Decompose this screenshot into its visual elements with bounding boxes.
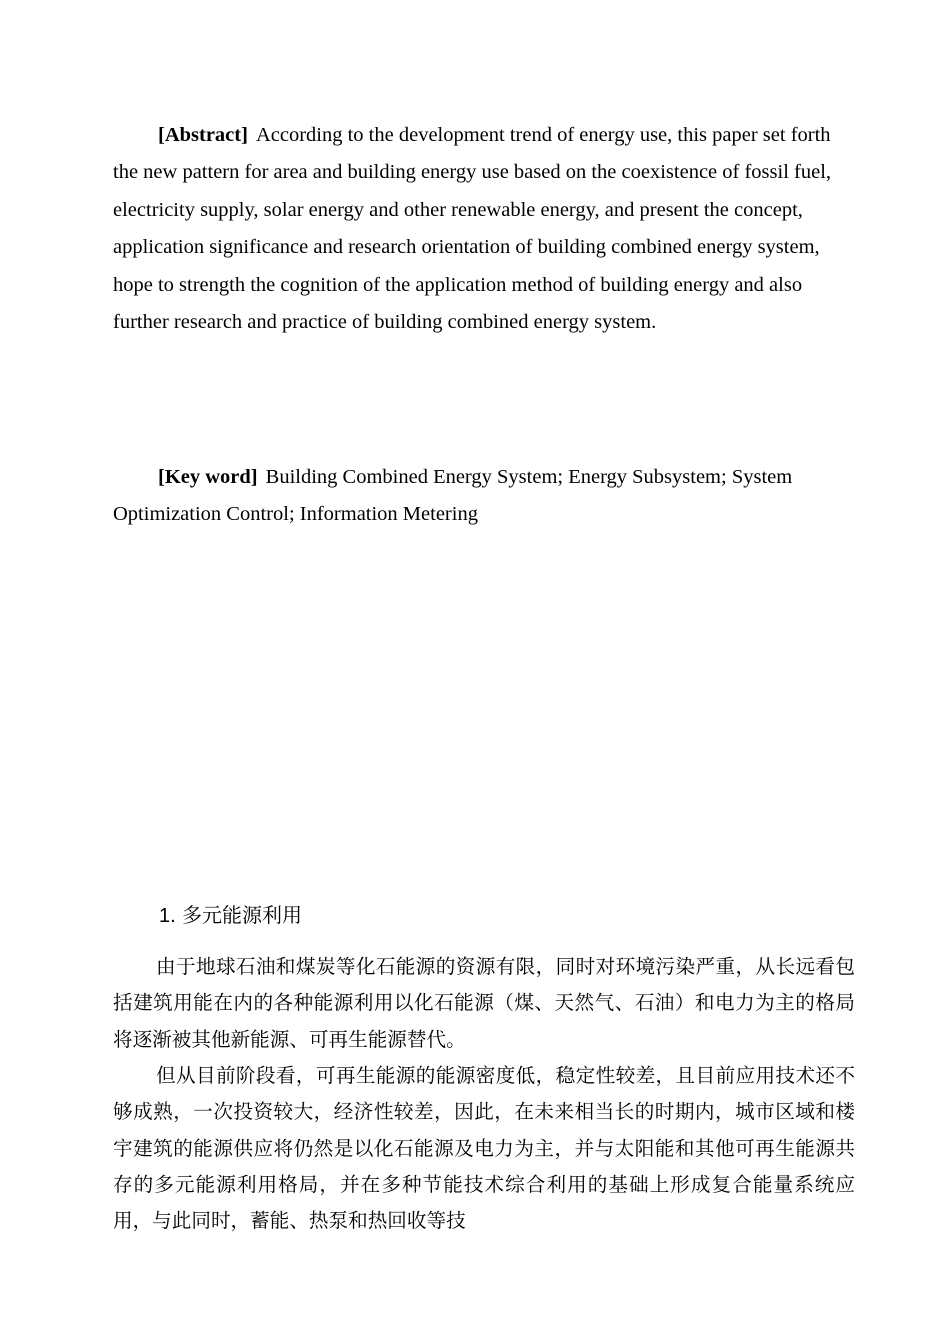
abstract-paragraph (113, 117, 853, 341)
keywords-label: [Key word] (158, 466, 258, 488)
body-paragraph: 由于地球石油和煤炭等化石能源的资源有限，同时对环境污染严重，从长远看包括建筑用能在内的各种能源利用以化石能源（煤、天然气、石油）和电力为主的格局将逐渐被其他新能源、可再生能源替代。 (113, 955, 855, 1051)
section-heading (159, 899, 302, 932)
abstract-label: [Abstract] (158, 124, 248, 146)
keywords-paragraph (113, 459, 853, 534)
body-paragraph: 但从目前阶段看，可再生能源的能源密度低，稳定性较差，且目前应用技术还不够成熟，一次投资较大，经济性较差，因此，在未来相当长的时期内，城市区域和楼宇建筑的能源供应将仍然是以化石能源及电力为主，并与太阳能和其他可再生能源共存的多元能源利用格局，并在多种节能技术综合利用的基础上形成复合能量系统应用，与此同时，蓄能、热泵和热回收等技 (113, 1064, 855, 1233)
abstract-text: According to the development trend of energy use, this paper set forth the new pattern for area and building energy use based on the coexistence of fossil fuel, electricity supply, solar energy and other renewable energy, and present the concept, application significance and research orientation of building combined energy system, hope to strength the cognition of the application method of building energy and also further research and practice of building combined energy system. (113, 124, 832, 334)
section-title: 多元能源利用 (182, 903, 303, 927)
section-number: 1. (159, 905, 176, 927)
keywords-text: Building Combined Energy System; Energy Subsystem; System Optimization Control; Information Metering (113, 466, 793, 526)
